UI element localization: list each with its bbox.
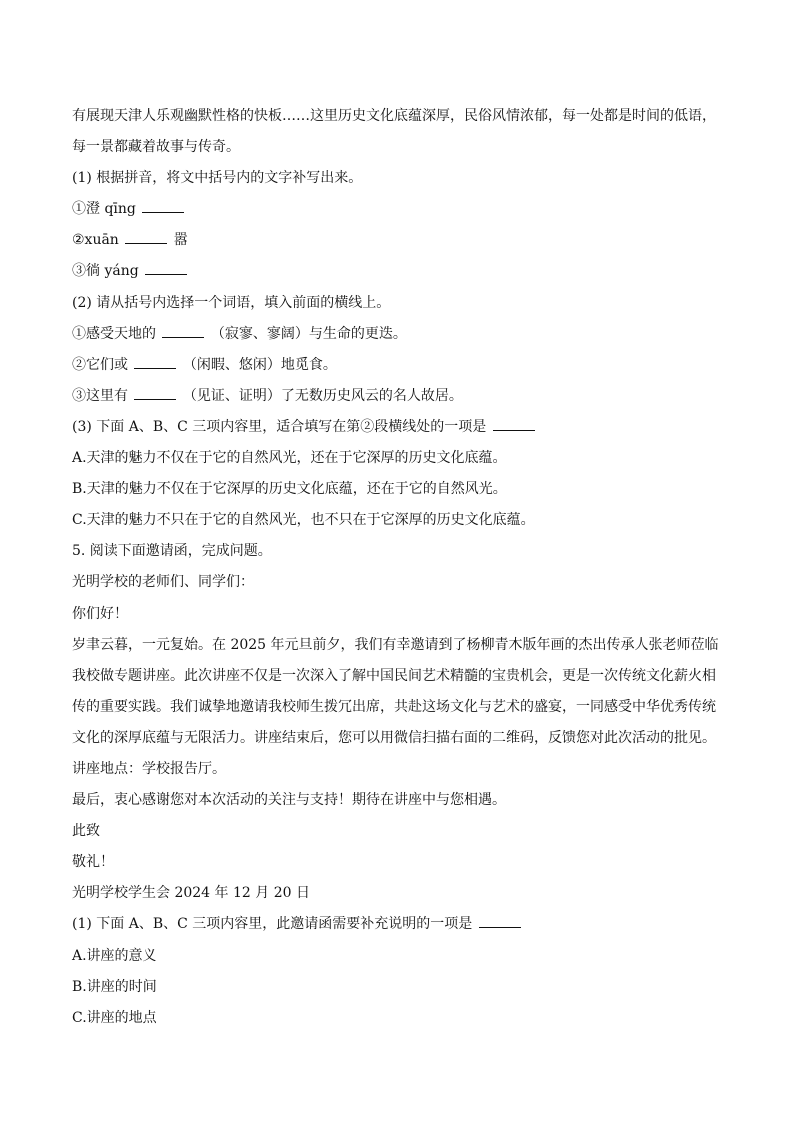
- answer-blank[interactable]: [142, 198, 184, 213]
- fill-in-item: [72, 319, 722, 350]
- item-prompt: (1) 下面 A、B、C 三项内容里，此邀请函需要补充说明的一项是: [72, 916, 473, 933]
- choice-option-b: B.天津的魅力不仅在于它深厚的历史文化底蕴，还在于它的自然风光。: [72, 481, 507, 498]
- letter-body-line: 文化的深厚底蕴与无限活力。讲座结束后，您可以用微信扫描右面的二维码，反馈您对此次活动的批见。: [72, 729, 716, 746]
- item-prompt: (3) 下面 A、B、C 三项内容里，适合填写在第②段横线处的一项是: [72, 418, 487, 435]
- fill-in-item: [72, 350, 722, 381]
- letter-signature: 光明学校学生会 2024 年 12 月 20 日: [72, 885, 310, 902]
- letter-greeting: 你们好！: [72, 605, 128, 622]
- item-suffix: （闲暇、悠闲）地觅食。: [182, 356, 337, 373]
- choice-option-c: C.讲座的地点: [72, 1009, 157, 1026]
- fill-in-item: [72, 194, 722, 225]
- item-prompt: ①感受天地的: [72, 325, 156, 342]
- item-prompt: ②xuān: [72, 232, 119, 249]
- letter-body-line: 传的重要实践。我们诚挚地邀请我校师生拨冗出席，共赴这场文化与艺术的盛宴，一同感受中华优秀传统: [72, 698, 716, 715]
- choice-option-c: C.天津的魅力不只在于它的自然风光，也不只在于它深厚的历史文化底蕴。: [72, 512, 535, 529]
- question-heading: (1) 根据拼音，将文中括号内的文字补写出来。: [72, 170, 363, 187]
- item-prompt: ②它们或: [72, 356, 128, 373]
- paragraph-line: 有展现天津人乐观幽默性格的快板……这里历史文化底蕴深厚，民俗风情浓郁，每一处都是时间的低语，: [72, 108, 716, 124]
- fill-in-item: [72, 381, 722, 412]
- letter-venue: 讲座地点：学校报告厅。: [72, 760, 226, 777]
- fill-in-item: [72, 225, 722, 256]
- letter-regards: 敬礼！: [72, 854, 114, 871]
- question-heading: [72, 909, 722, 940]
- question-heading: 5. 阅读下面邀请函，完成问题。: [72, 543, 272, 560]
- item-suffix: （见证、证明）了无数历史风云的名人故居。: [182, 387, 463, 404]
- letter-closing: 此致: [72, 823, 100, 840]
- letter-body-line: 岁聿云暮，一元复始。在 2025 年元旦前夕，我们有幸邀请到了杨柳青木版年画的杰出传承人张老师莅临: [72, 636, 719, 653]
- answer-blank[interactable]: [479, 913, 521, 928]
- item-prompt: ①澄 qīng: [72, 201, 136, 218]
- choice-option-a: A.讲座的意义: [72, 947, 157, 964]
- choice-option-b: B.讲座的时间: [72, 978, 157, 995]
- answer-blank[interactable]: [162, 323, 204, 338]
- answer-blank[interactable]: [145, 260, 187, 275]
- letter-body-line: 我校做专题讲座。此次讲座不仅是一次深入了解中国民间艺术精髓的宝贵机会，更是一次传统文化薪火相: [72, 667, 716, 684]
- document-body: [72, 101, 722, 1034]
- question-heading: [72, 412, 722, 443]
- choice-option-a: A.天津的魅力不仅在于它的自然风光，还在于它深厚的历史文化底蕴。: [72, 450, 507, 467]
- question-heading: (2) 请从括号内选择一个词语，填入前面的横线上。: [72, 294, 391, 311]
- answer-blank[interactable]: [134, 354, 176, 369]
- fill-in-item: [72, 256, 722, 287]
- answer-blank[interactable]: [134, 385, 176, 400]
- paragraph-line: 每一景都藏着故事与传奇。: [72, 139, 240, 156]
- item-prompt: ③这里有: [72, 387, 128, 404]
- answer-blank[interactable]: [493, 416, 535, 431]
- item-suffix: （寂寥、寥阔）与生命的更迭。: [210, 325, 407, 342]
- item-suffix: 嚣: [173, 232, 188, 249]
- letter-salutation: 光明学校的老师们、同学们：: [72, 574, 254, 591]
- item-prompt: ③徜 yáng: [72, 263, 139, 280]
- letter-closing-text: 最后，衷心感谢您对本次活动的关注与支持！期待在讲座中与您相遇。: [72, 792, 506, 809]
- answer-blank[interactable]: [125, 229, 167, 244]
